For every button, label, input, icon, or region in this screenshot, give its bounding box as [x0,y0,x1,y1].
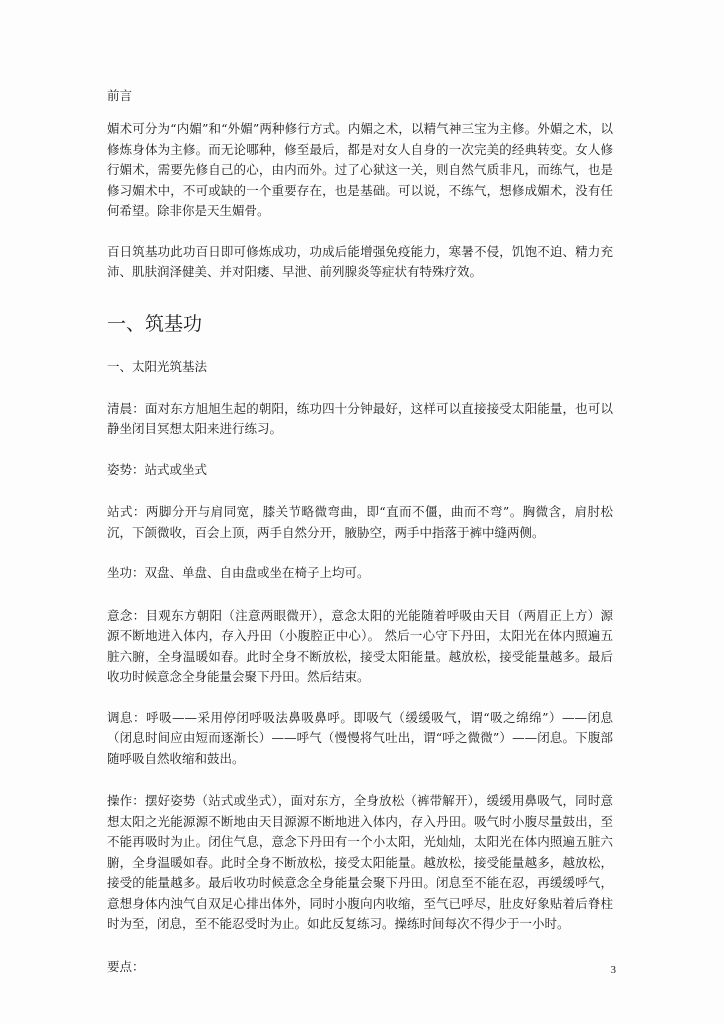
page-content [107,86,613,977]
intro-paragraph: 百日筑基功此功百日即可修炼成功，功成后能增强免疫能力，寒暑不侵，饥饱不迫、精力充沛、肌肤润泽健美、并对阳痿、早泄、前列腺炎等症状有特殊疗效。 [107,243,613,279]
sitting-paragraph: 坐功：双盘、单盘、自由盘或坐在椅子上均可。 [107,565,370,580]
breathing-paragraph: 调息：呼吸——采用停闭呼吸法鼻吸鼻呼。即吸气（缓缓吸气，谓“吸之绵绵”）——闭息（闭息时间应由短而逐渐长）——呼气（慢慢将气吐出，谓“呼之微微”）——闭息。下腹部随呼吸自然收缩和鼓出。 [107,709,613,766]
morning-paragraph: 清晨：面对东方旭旭生起的朝阳，练功四十分钟最好，这样可以直接接受太阳能量，也可以静坐闭目冥想太阳来进行练习。 [107,400,613,436]
intro-title: 前言 [107,88,133,103]
section-title: 一、筑基功 [107,312,203,335]
intro-paragraph: 媚术可分为“内媚”和“外媚”两种修行方式。内媚之术，以精气神三宝为主修。外媚之术，以修炼身体为主修。而无论哪种，修至最后，都是对女人自身的一次完美的经典转变。女人修行媚术，需要先修自己的心，由内而外。过了心狱这一关，则自然气质非凡，而练气，也是修习媚术中，不可或缺的一个重要存在，也是基础。可以说，不练气，想修成媚术，没有任何希望。除非你是天生媚骨。 [107,121,613,218]
key-points-label: 要点： [107,958,145,974]
operation-paragraph: 操作：摆好姿势（站式或坐式），面对东方，全身放松（裤带解开），缓缓用鼻吸气，同时意想太阳之光能源源不断地由天目源源不断地进入体内，存入丹田。吸气时小腹尽量鼓出，至不能再吸时为止。闭住气息，意念下丹田有一个小太阳，光灿灿，太阳光在体内照遍五脏六腑，全身温暖如春。此时全身不断放松，接受太阳能量。越放松，接受能量越多，越放松，接受的能量越多。最后收功时候意念全身能量会聚下丹田。闭息至不能在忍，再缓缓呼气，意想身体内浊气自双足心排出体外，同时小腹向内收缩，至气已呼尽，肚皮好象贴着后脊柱时为至，闭息，至不能忍受时为止。如此反复练习。操练时间每次不得少于一小时。 [107,793,613,931]
intention-paragraph: 意念：目观东方朝阳（注意两眼微开），意念太阳的光能随着呼吸由天目（两眉正上方）源源不断地进入体内，存入丹田（小腹腔正中心）。 然后一心守下丹田，太阳光在体内照遍五脏六腑，全身温暖如春。此时全身不断放松，接受太阳能量。越放松，接受能量越多。最后收功时候意念全身能量会聚下丹田。然后结束。 [107,607,613,684]
standing-paragraph: 站式：两脚分开与肩同宽，膝关节略微弯曲，即“直而不僵，曲而不弯”。胸微含，肩肘松沉，下颌微收，百会上顶，两手自然分开，腋胁空，两手中指落于裤中缝两侧。 [107,504,613,540]
subsection-title: 一、太阳光筑基法 [107,358,208,374]
page-number: 3 [610,964,616,976]
posture-paragraph: 姿势：站式或坐式 [107,461,208,477]
